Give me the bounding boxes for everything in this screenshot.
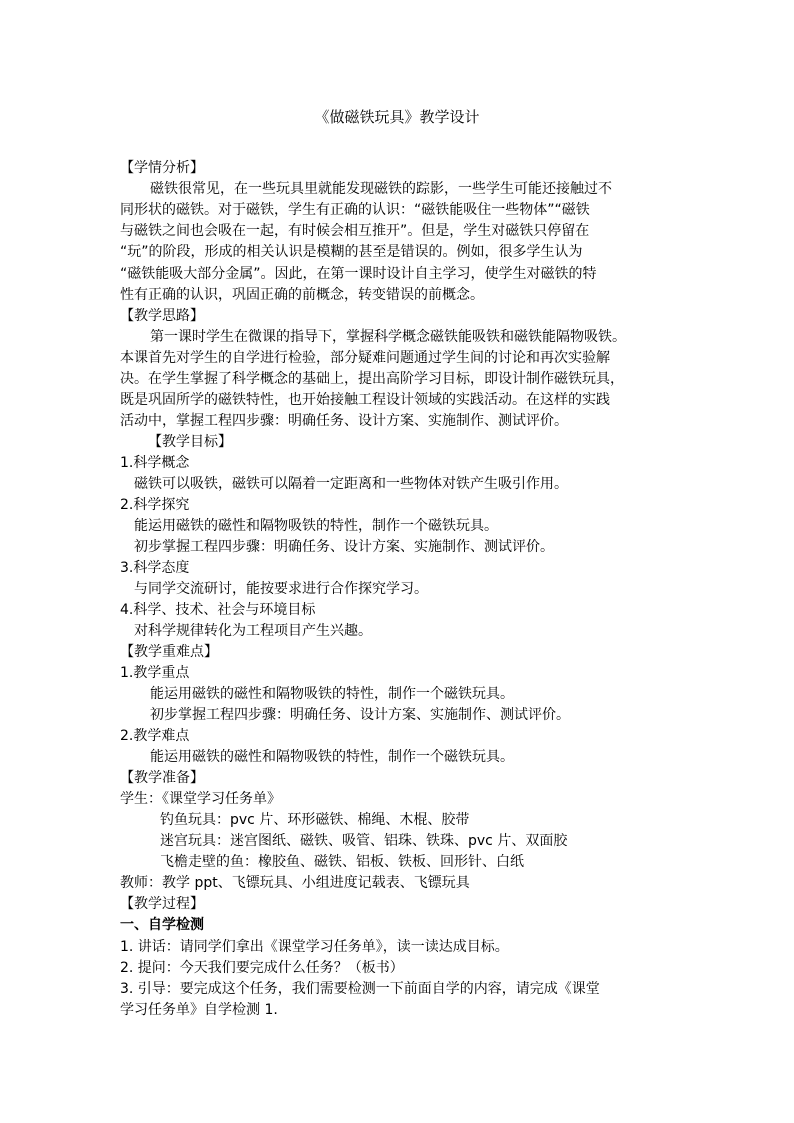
approach-line: 第一课时学生在微课的指导下，掌握科学概念磁铁能吸铁和磁铁能隔物吸铁。 [150,329,626,345]
keypoint-label: 2.教学难点 [120,728,190,744]
goal-text: 与同学交流研讨，能按要求进行合作探究学习。 [134,581,428,597]
preparation-students: 学生：《课堂学习任务单》 [120,791,281,807]
preparation-heading: 【教学准备】 [120,770,204,786]
analysis-line: 同形状的磁铁。对于磁铁，学生有正确的认识：“磁铁能吸住一些物体”“磁铁 [120,202,590,218]
goal-text: 对科学规律转化为工程项目产生兴趣。 [134,623,372,639]
preparation-toy: 迷宫玩具：迷宫图纸、磁铁、吸管、铝珠、铁珠、pvc 片、双面胶 [160,833,568,849]
preparation-teacher: 教师：教学 ppt、飞镖玩具、小组进度记载表、飞镖玩具 [120,875,470,891]
analysis-heading: 【学情分析】 [120,160,204,176]
approach-line: 决。在学生掌握了科学概念的基础上，提出高阶学习目标，即设计制作磁铁玩具， [120,371,624,387]
goal-text: 初步掌握工程四步骤：明确任务、设计方案、实施制作、测试评价。 [134,539,554,555]
process-line: 1. 讲话：请同学们拿出《课堂学习任务单》，读一读达成目标。 [120,939,509,955]
keypoint-text: 能运用磁铁的磁性和隔物吸铁的特性，制作一个磁铁玩具。 [150,686,514,702]
goal-label: 3.科学态度 [120,560,190,576]
analysis-line: “玩”的阶段，形成的相关认识是模糊的甚至是错误的。例如，很多学生认为 [120,244,583,260]
keypoint-label: 1.教学重点 [120,665,190,681]
keypoint-text: 能运用磁铁的磁性和隔物吸铁的特性，制作一个磁铁玩具。 [150,749,514,765]
process-line: 2. 提问：今天我们要完成什么任务？（板书） [120,960,404,976]
goal-text: 能运用磁铁的磁性和隔物吸铁的特性，制作一个磁铁玩具。 [134,518,498,534]
process-heading: 【教学过程】 [120,896,204,912]
goal-label: 2.科学探究 [120,497,190,513]
process-line: 学习任务单》自学检测 1. [120,1002,278,1018]
approach-line: 活动中，掌握工程四步骤：明确任务、设计方案、实施制作、测试评价。 [120,413,568,429]
analysis-line: 性有正确的认识，巩固正确的前概念，转变错误的前概念。 [120,287,484,303]
analysis-line: 与磁铁之间也会吸在一起，有时候会相互推开”。但是，学生对磁铁只停留在 [120,223,590,239]
goal-label: 4.科学、技术、社会与环境目标 [120,602,316,618]
document-title: 《做磁铁玩具》教学设计 [314,108,480,126]
approach-line: 既是巩固所学的磁铁特性，也开始接触工程设计领域的实践活动。在这样的实践 [120,392,610,408]
approach-heading: 【教学思路】 [120,308,204,324]
process-line: 3. 引导：要完成这个任务，我们需要检测一下前面自学的内容，请完成《课堂 [120,981,600,997]
analysis-line: 磁铁很常见，在一些玩具里就能发现磁铁的踪影，一些学生可能还接触过不 [150,181,612,197]
goals-heading: 【教学目标】 [148,434,232,450]
keypoints-heading: 【教学重难点】 [120,644,218,660]
goal-text: 磁铁可以吸铁，磁铁可以隔着一定距离和一些物体对铁产生吸引作用。 [134,476,568,492]
preparation-toy: 飞檐走壁的鱼：橡胶鱼、磁铁、铝板、铁板、回形针、白纸 [160,854,524,870]
process-section-title: 一、自学检测 [120,917,204,933]
preparation-toy: 钓鱼玩具：pvc 片、环形磁铁、棉绳、木棍、胶带 [160,812,470,828]
goal-label: 1.科学概念 [120,455,190,471]
keypoint-text: 初步掌握工程四步骤：明确任务、设计方案、实施制作、测试评价。 [150,707,570,723]
approach-line: 本课首先对学生的自学进行检验，部分疑难问题通过学生间的讨论和再次实验解 [120,350,610,366]
analysis-line: “磁铁能吸大部分金属”。因此，在第一课时设计自主学习，使学生对磁铁的特 [120,266,597,282]
